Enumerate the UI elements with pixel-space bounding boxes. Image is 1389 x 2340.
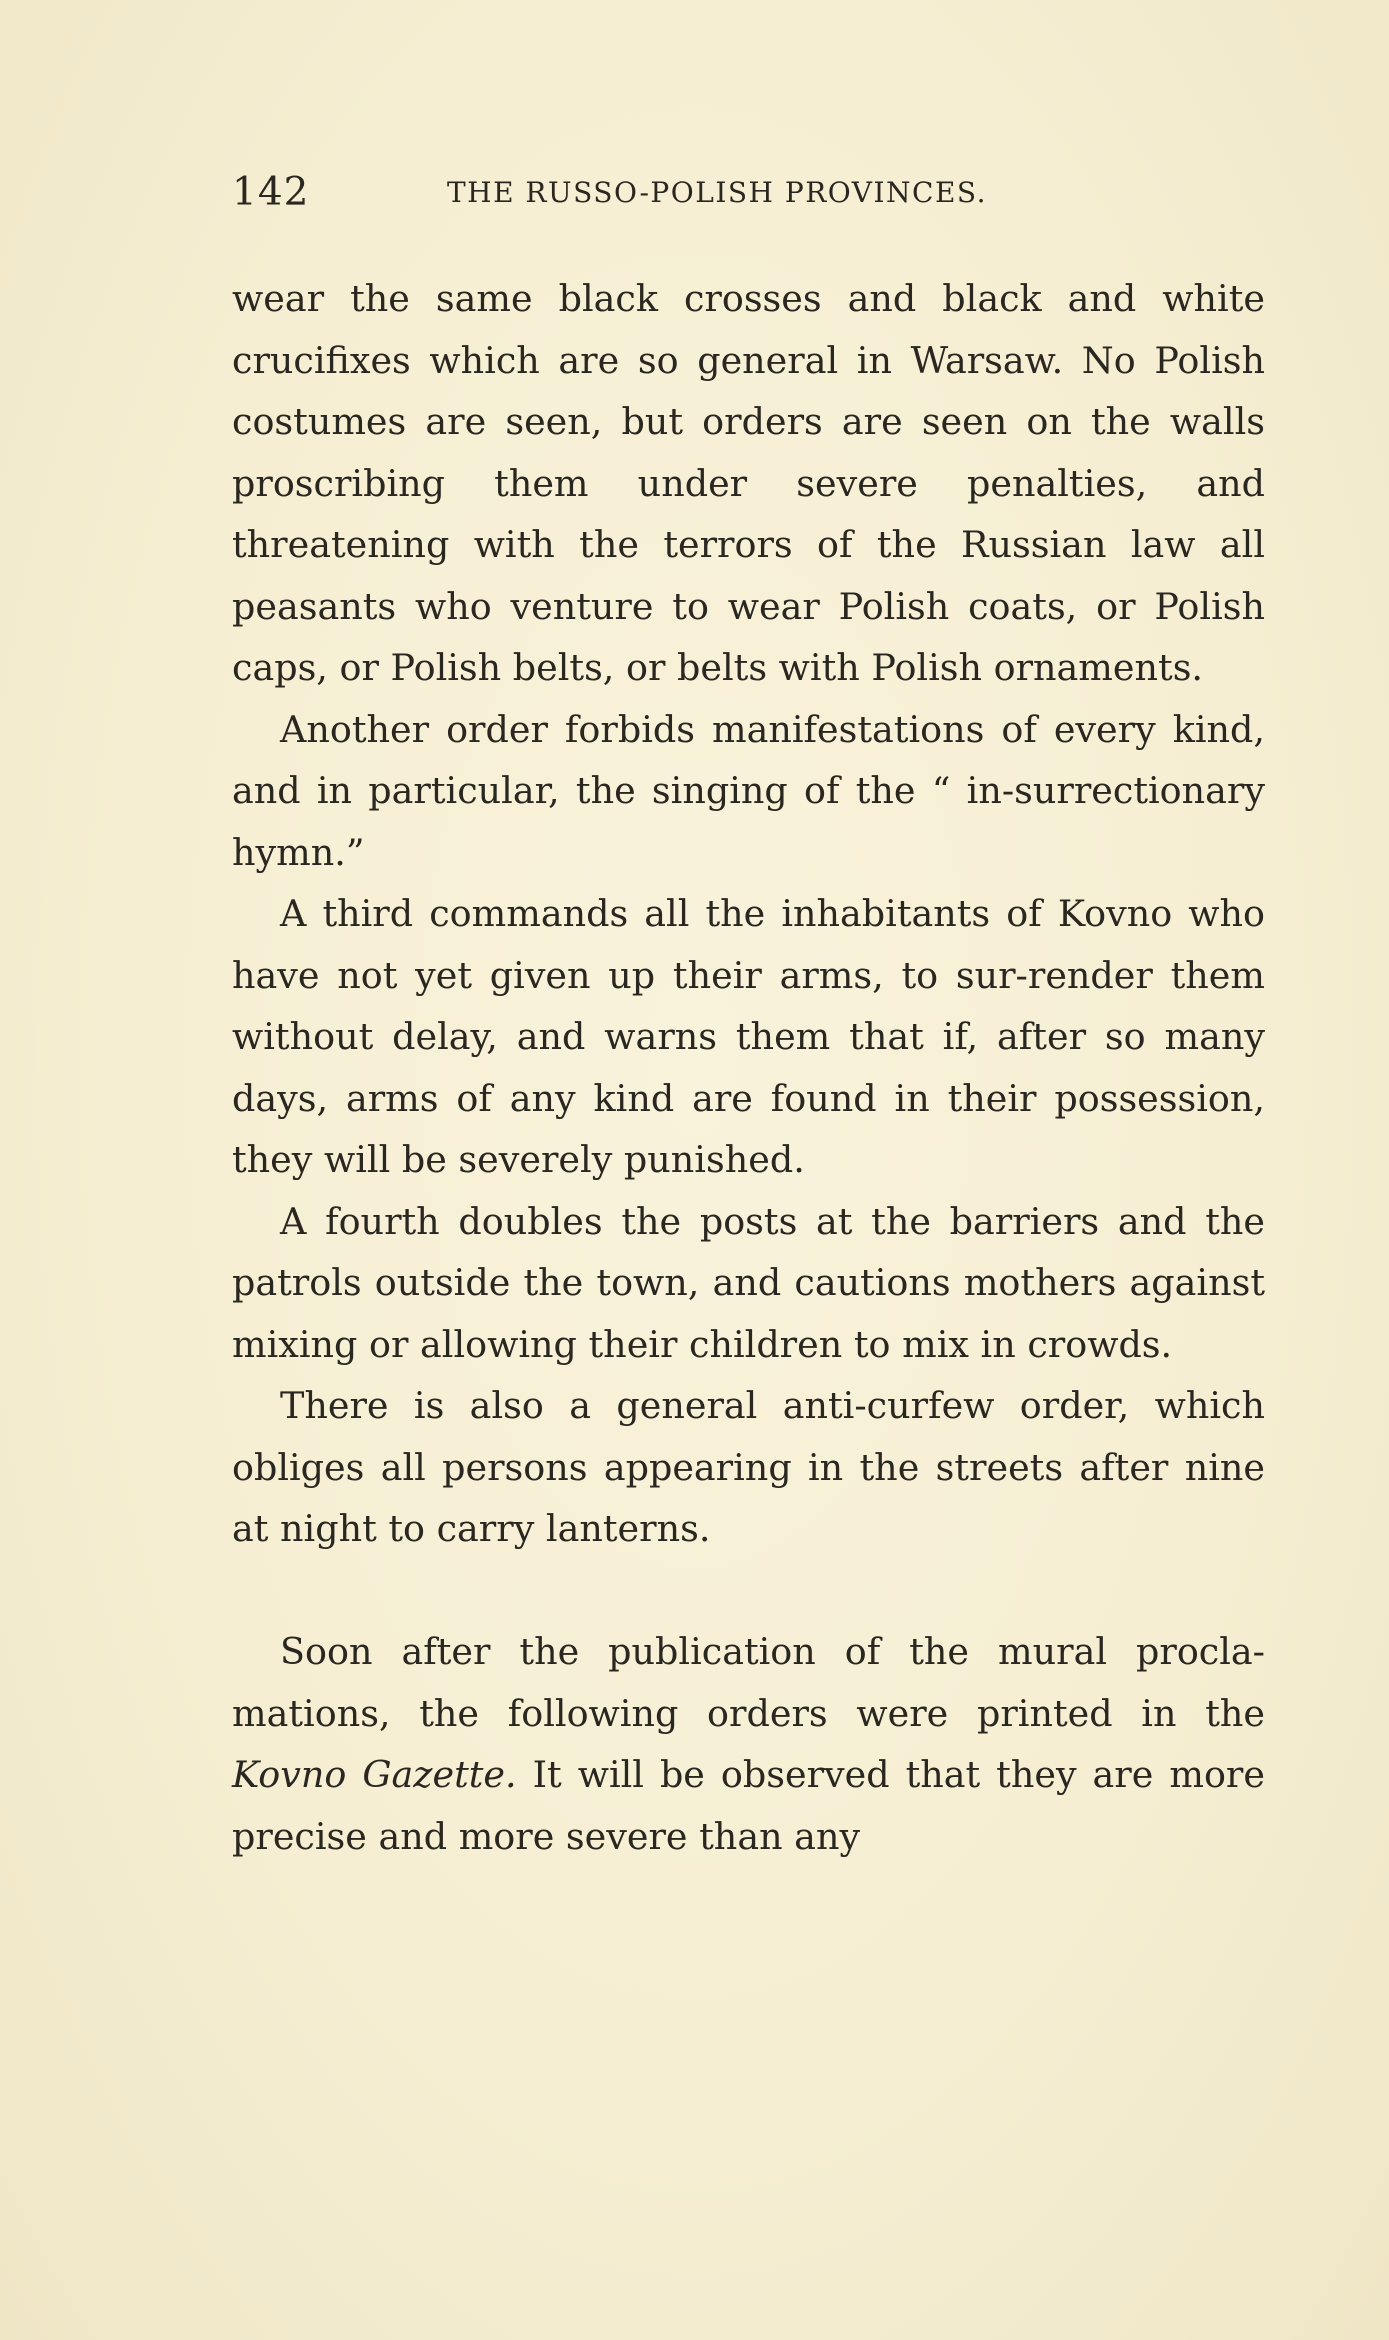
running-title: THE RUSSO-POLISH PROVINCES. <box>447 176 987 209</box>
body-text <box>232 268 1265 1867</box>
paragraph-5: There is also a general anti-curfew order, which obliges all persons appearing in the streets after nine at night to carry lanterns. <box>232 1384 1265 1550</box>
paragraph-1: wear the same black crosses and black and white crucifixes which are so general in Warsaw. No Polish costumes are seen, but orders are seen on the walls proscribing them under severe penalties, and threatening with the terrors of the Russian law all peasants who venture to wear Polish coats, or Polish caps, or Polish belts, or belts with Polish ornaments. <box>232 277 1265 689</box>
kovno-gazette-title: Kovno Gazette. <box>232 1753 517 1796</box>
paragraph-4: A fourth doubles the posts at the barriers and the patrols outside the town, and cautions mothers against mixing or allowing their children to mix in crowds. <box>232 1199 1265 1366</box>
paragraph-6-start: Soon after the publication of the mural procla-mations, the following orders were printed in the <box>232 1630 1265 1735</box>
page-number: 142 <box>232 170 310 215</box>
paragraph-6-end: It will be observed that they are more precise and more severe than any <box>232 1753 1265 1858</box>
section-gap <box>232 1560 1265 1622</box>
paragraph-6 <box>232 1621 1265 1867</box>
page-header <box>232 170 1272 220</box>
paragraph-3: A third commands all the inhabitants of Kovno who have not yet given up their arms, to sur-render them without delay, and warns them that if, after so many days, arms of any kind are found in their possession, they will be severely punished. <box>232 892 1265 1181</box>
paragraph-2: Another order forbids manifestations of every kind, and in particular, the singing of the “ in-surrectionary hymn.” <box>232 707 1265 874</box>
